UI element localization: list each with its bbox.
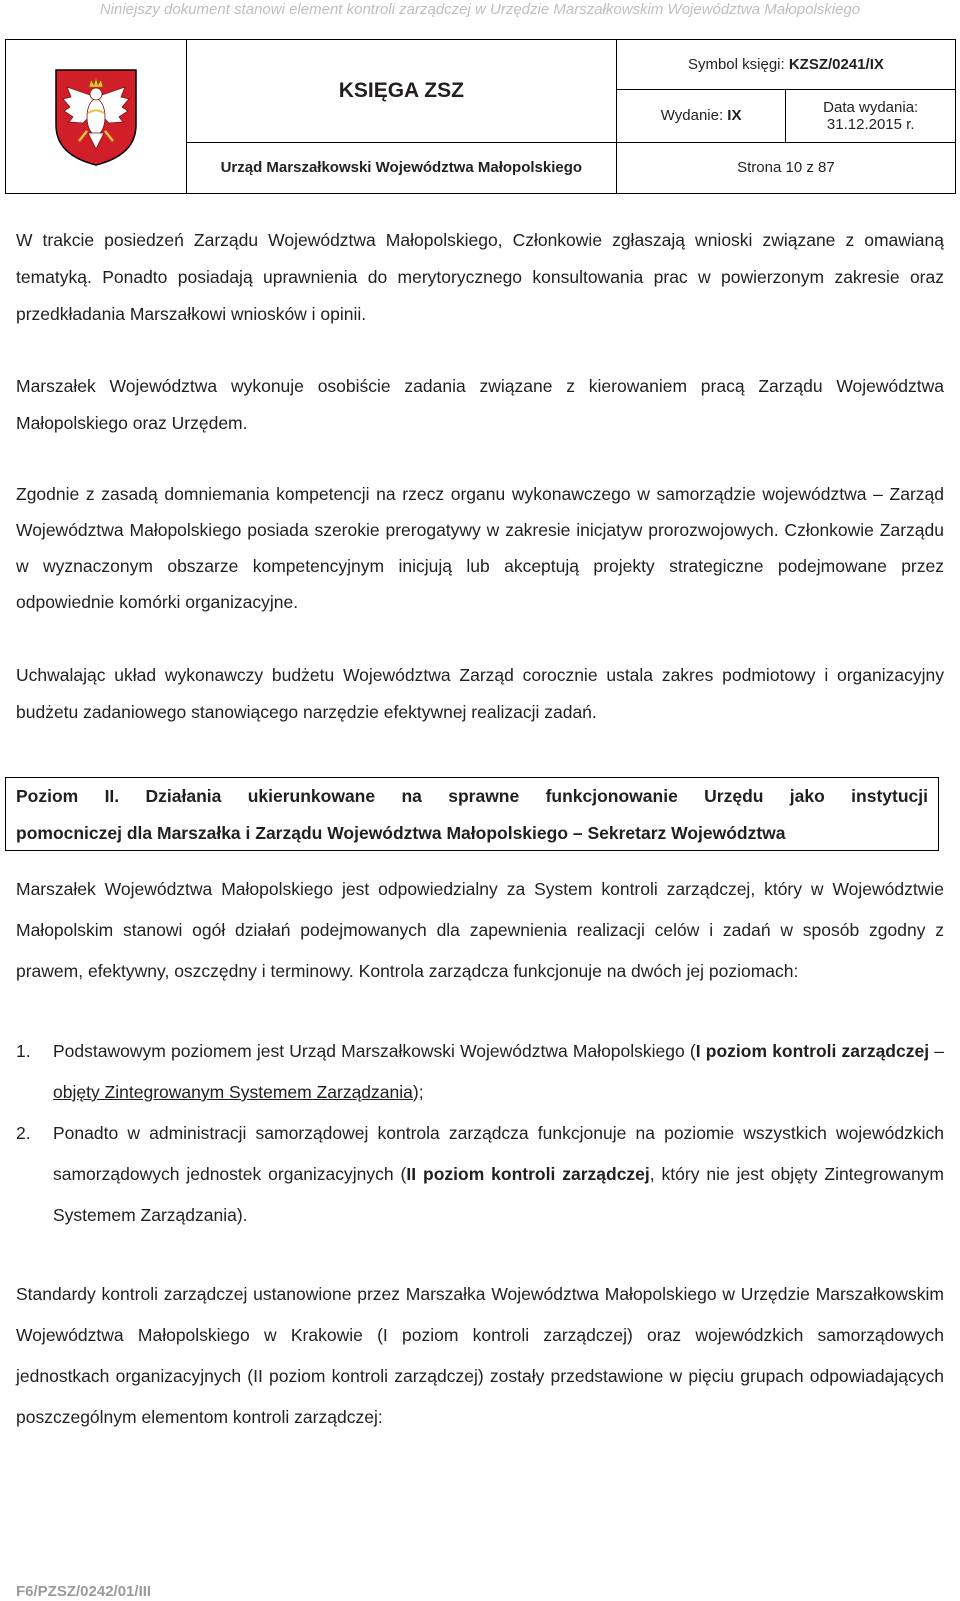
list-item-text: – — [929, 1041, 944, 1061]
symbol-cell — [616, 40, 955, 90]
edition-value: IX — [727, 107, 742, 125]
logo-cell — [6, 40, 187, 194]
list-item-text: , który nie jest objęty Zintegrowanym Systemem Zarządzania). — [53, 1164, 945, 1225]
control-levels-list — [16, 1031, 944, 1236]
list-item-underlined: objęty Zintegrowanym Systemem Zarządzania — [53, 1082, 413, 1102]
paragraph-5: Marszałek Województwa Małopolskiego jest odpowiedzialny za System kontroli zarządczej, który w Województwie Małopolskim stanowi ogół działań podejmowanych dla zapewnienia realizacji celów i zadań w sposób zgodny z prawem, efektywny, oszczędny i terminowy. Kontrola zarządcza funkcjonuje na dwóch jej poziomach: — [16, 879, 944, 981]
list-item — [16, 1031, 944, 1113]
edition-cell — [616, 90, 786, 142]
symbol-value: KZSZ/0241/IX — [788, 56, 884, 74]
list-item-text: Podstawowym poziomem jest Urząd Marszałkowski Województwa Małopolskiego ( — [53, 1041, 696, 1061]
coat-of-arms-icon — [6, 67, 186, 167]
date-cell — [786, 90, 956, 142]
document-header-table — [5, 39, 956, 194]
list-item-text: ); — [412, 1082, 424, 1102]
date-value: 31.12.2015 r. — [826, 115, 915, 133]
paragraph-4: Uchwalając układ wykonawczy budżetu Województwa Zarząd corocznie ustala zakres podmiotowy i organizacyjny budżetu zadaniowego stanowiącego narzędzie efektywnej realizacji zadań. — [16, 665, 944, 722]
list-item-bold: II poziom kontroli zarządczej — [406, 1164, 650, 1184]
level-ii-heading-line-1: Poziom II. Działania ukierunkowane na sprawne funkcjonowanie Urzędu jako instytucji — [16, 786, 928, 806]
paragraph-3: Zgodnie z zasadą domniemania kompetencji na rzecz organu wykonawczego w samorządzie województwa – Zarząd Województwa Małopolskiego posiada szerokie prerogatywy w zakresie inicjatyw prorozwojowych. Członkowie Zarządu w wyznaczonym obszarze kompetencyjnym inicjują lub akceptują projekty strategiczne podejmowane przez odpowiednie komórki organizacyjne. — [16, 484, 944, 612]
level-ii-heading-line-2: pomocniczej dla Marszałka i Zarządu Województwa Małopolskiego – Sekretarz Województwa — [16, 823, 786, 843]
edition-label: Wydanie: — [660, 107, 728, 125]
symbol-label: Symbol księgi: — [687, 56, 789, 74]
list-item — [16, 1113, 944, 1236]
list-item-number: 2. — [16, 1123, 31, 1143]
paragraph-6: Standardy kontroli zarządczej ustanowione przez Marszałka Województwa Małopolskiego w Urzędzie Marszałkowskim Województwa Małopolskiego w Krakowie (I poziom kontroli zarządczej) oraz wojewódzkich samorządowych jednostkach organizacyjnych (II poziom kontroli zarządczej) zostały przedstawione w pięciu grupach odpowiadających poszczególnym elementom kontroli zarządczej: — [16, 1284, 944, 1427]
paragraph-1: W trakcie posiedzeń Zarządu Województwa Małopolskiego, Członkowie zgłaszają wnioski związane z omawianą tematyką. Ponadto posiadają uprawnienia do merytorycznego konsultowania prac w powierzonym zakresie oraz przedkładania Marszałkowi wniosków i opinii. — [16, 230, 944, 324]
paragraph-2: Marszałek Województwa wykonuje osobiście zadania związane z kierowaniem pracą Zarządu Województwa Małopolskiego oraz Urzędem. — [16, 376, 944, 433]
date-label: Data wydania: — [823, 98, 919, 116]
book-title: KSIĘGA ZSZ — [186, 40, 616, 143]
list-item-number: 1. — [16, 1041, 31, 1061]
watermark-text: Niniejszy dokument stanowi element kontroli zarządczej w Urzędzie Marszałkowskim Województwa Małopolskiego — [99, 1, 861, 18]
list-item-text: Ponadto w administracji samorządowej kontrola zarządcza funkcjonuje na poziomie wszystkich wojewódzkich samorządowych jednostek organizacyjnych ( — [53, 1123, 944, 1184]
page-number: Strona 10 z 87 — [616, 142, 955, 193]
footer-form-code: F6/PZSZ/0242/01/III — [16, 1583, 152, 1600]
list-item-bold: I poziom kontroli zarządczej — [695, 1041, 930, 1061]
level-ii-heading-box — [5, 777, 939, 851]
organization-name: Urząd Marszałkowski Województwa Małopolskiego — [186, 142, 616, 193]
